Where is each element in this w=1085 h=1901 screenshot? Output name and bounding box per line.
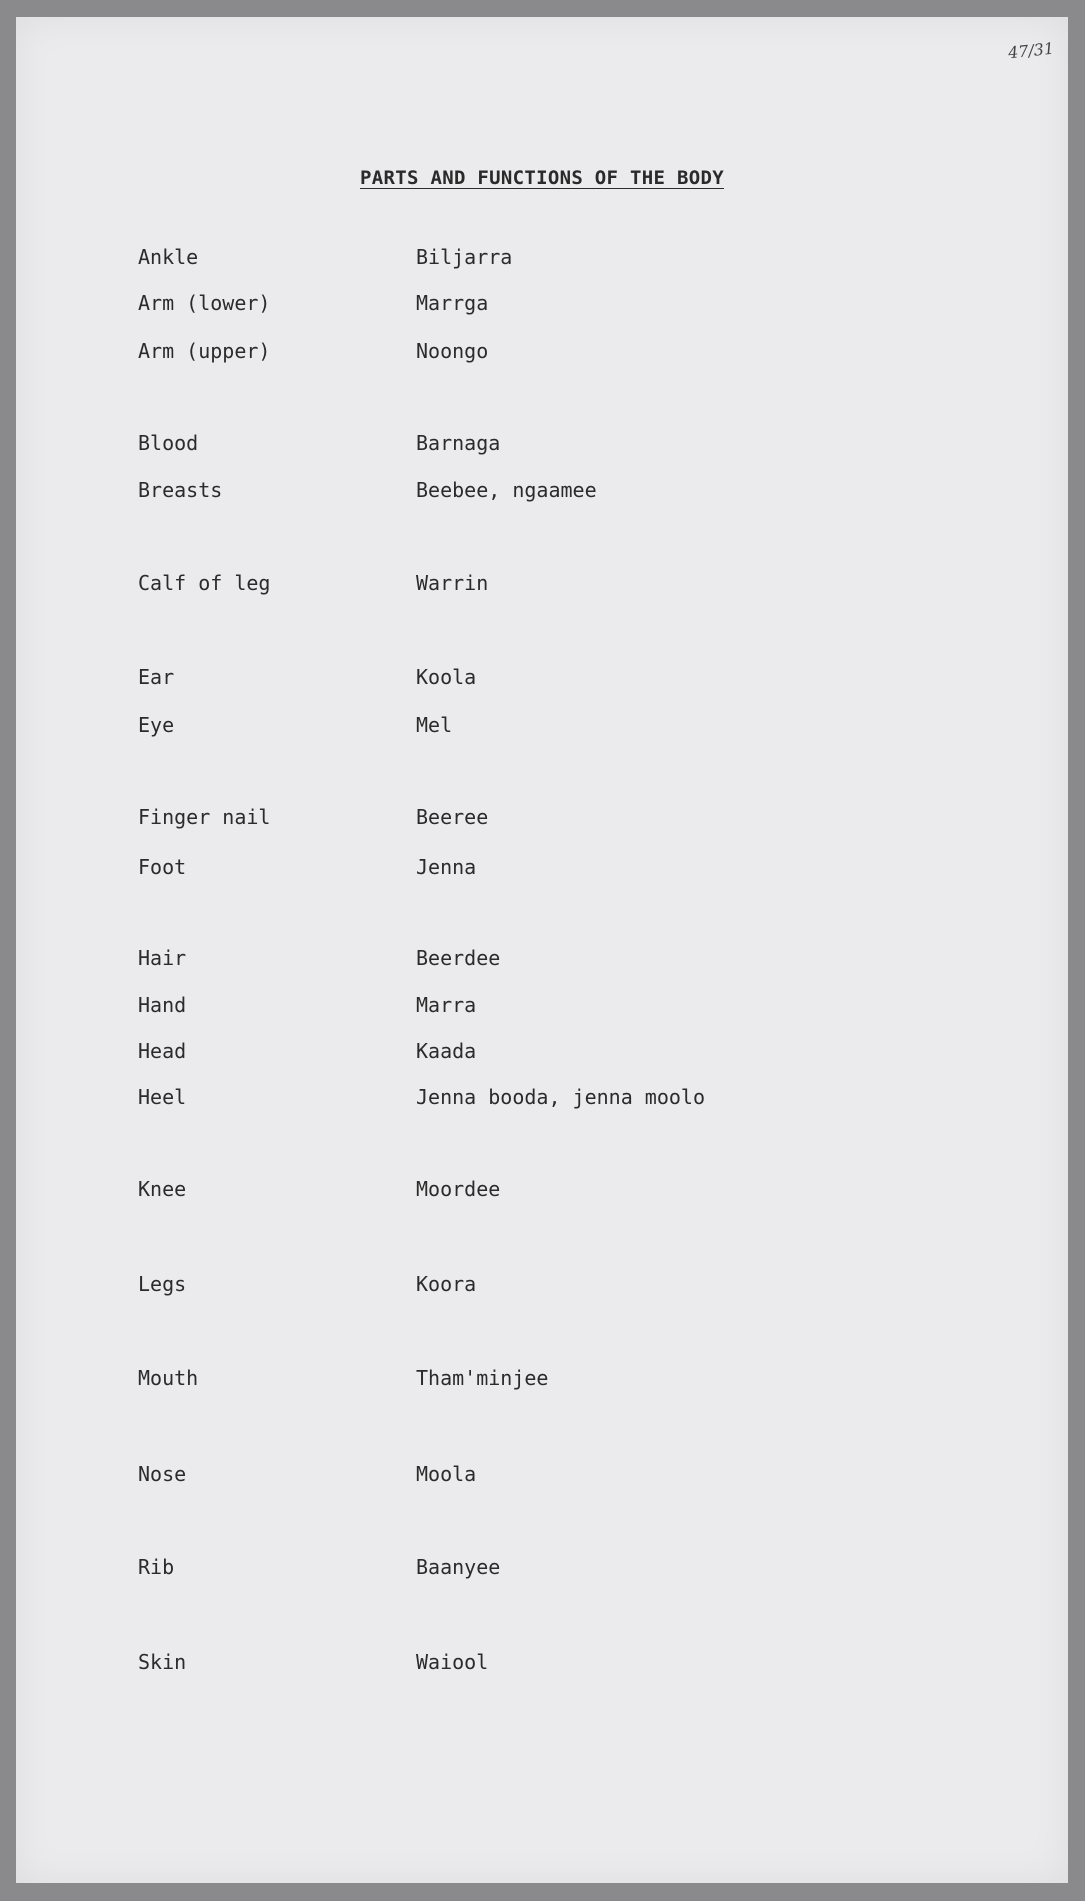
translation-ear: Koola: [416, 665, 477, 689]
translation-heel: Jenna booda, jenna moolo: [416, 1085, 705, 1109]
term-knee: Knee: [138, 1177, 187, 1201]
term-foot: Foot: [138, 855, 187, 879]
term-hair: Hair: [138, 946, 187, 970]
translation-blood: Barnaga: [416, 431, 501, 455]
term-calf-of-leg: Calf of leg: [138, 571, 271, 595]
term-arm-lower: Arm (lower): [138, 291, 271, 315]
translation-ankle: Biljarra: [416, 245, 513, 269]
term-blood: Blood: [138, 431, 199, 455]
translation-hair: Beerdee: [416, 946, 501, 970]
page-title: PARTS AND FUNCTIONS OF THE BODY: [360, 167, 724, 189]
translation-arm-lower: Marrga: [416, 291, 489, 315]
translation-arm-upper: Noongo: [416, 339, 489, 363]
term-eye: Eye: [138, 713, 175, 737]
term-hand: Hand: [138, 993, 187, 1017]
term-skin: Skin: [138, 1650, 187, 1674]
term-rib: Rib: [138, 1555, 175, 1579]
term-mouth: Mouth: [138, 1366, 199, 1390]
term-finger-nail: Finger nail: [138, 805, 271, 829]
translation-nose: Moola: [416, 1462, 477, 1486]
translation-head: Kaada: [416, 1039, 477, 1063]
term-heel: Heel: [138, 1085, 187, 1109]
document-page: [16, 17, 1068, 1883]
translation-finger-nail: Beeree: [416, 805, 489, 829]
translation-hand: Marra: [416, 993, 477, 1017]
translation-skin: Waiool: [416, 1650, 489, 1674]
term-ear: Ear: [138, 665, 175, 689]
translation-legs: Koora: [416, 1272, 477, 1296]
translation-knee: Moordee: [416, 1177, 501, 1201]
term-ankle: Ankle: [138, 245, 199, 269]
translation-eye: Mel: [416, 713, 453, 737]
term-legs: Legs: [138, 1272, 187, 1296]
translation-breasts: Beebee, ngaamee: [416, 478, 597, 502]
translation-rib: Baanyee: [416, 1555, 501, 1579]
translation-mouth: Tham'minjee: [416, 1366, 549, 1390]
term-breasts: Breasts: [138, 478, 223, 502]
term-arm-upper: Arm (upper): [138, 339, 271, 363]
page-number: 47/31: [1007, 38, 1055, 63]
term-head: Head: [138, 1039, 187, 1063]
term-nose: Nose: [138, 1462, 187, 1486]
translation-calf-of-leg: Warrin: [416, 571, 489, 595]
translation-foot: Jenna: [416, 855, 477, 879]
